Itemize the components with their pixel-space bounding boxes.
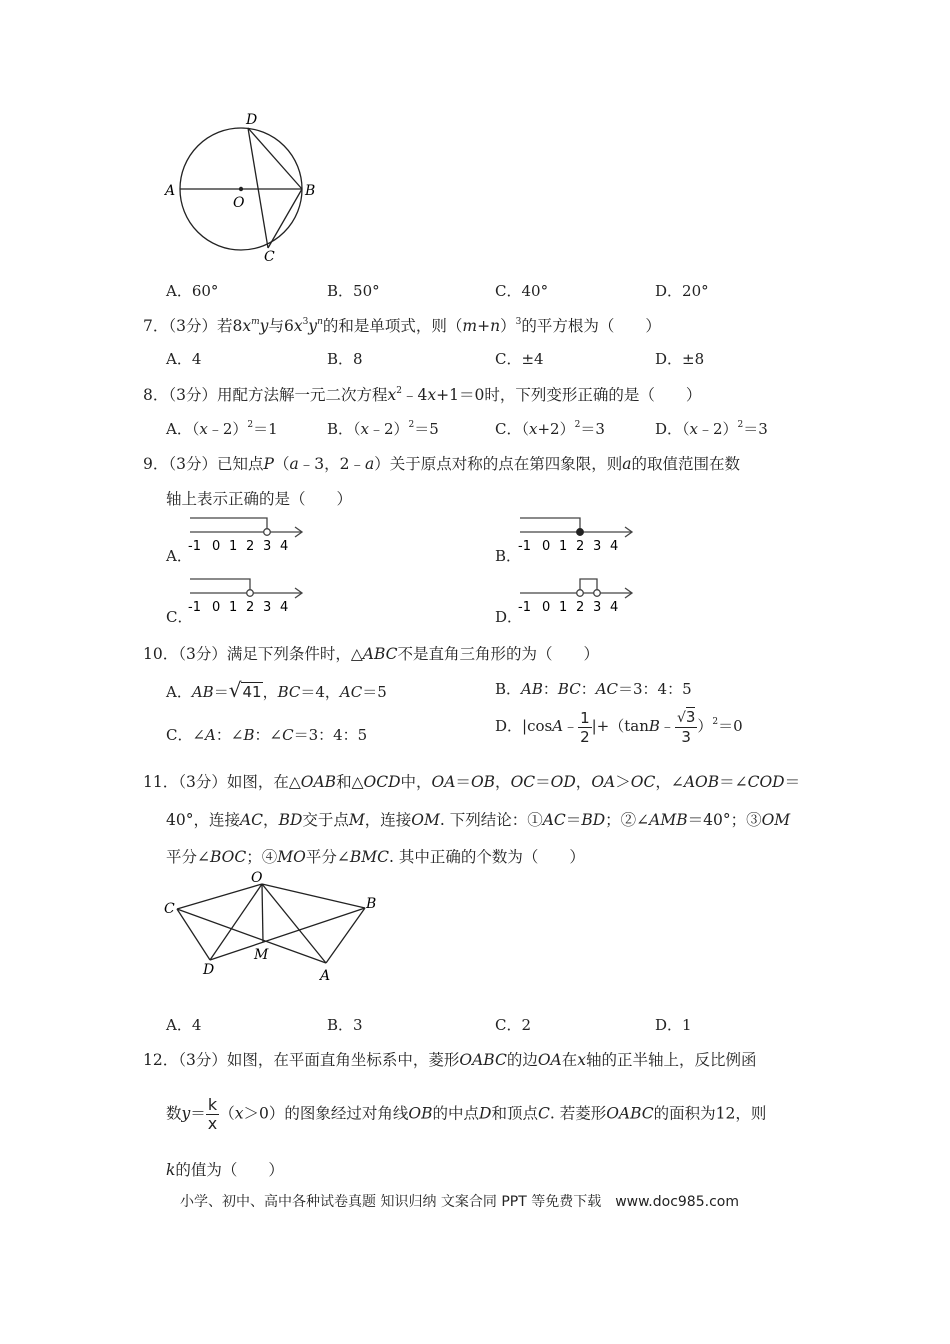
tick-label: 0: [542, 600, 551, 615]
tick-label: 4: [610, 600, 619, 615]
q6-option-a: A．60°: [166, 282, 219, 300]
label-D: D: [246, 112, 258, 128]
q11-stem-line2: 40°，连接AC，BD交于点M，连接OM. 下列结论：①AC＝BD；②∠AMB＝40°；③OM: [166, 811, 791, 829]
tick-label: 1: [559, 539, 568, 554]
tick-label: 3: [593, 539, 602, 554]
tick-label: 1: [559, 600, 568, 615]
q6-option-d: D．20°: [655, 282, 709, 300]
q7-option-d: D．±8: [655, 350, 705, 368]
q10-option-a: A．AB＝√41，BC＝4，AC＝5: [166, 678, 387, 702]
label-B: B: [366, 896, 377, 912]
tick-label: 0: [212, 539, 221, 554]
q10-option-c: C．∠A：∠B：∠C＝3：4：5: [166, 726, 368, 744]
q11-stem-line3: 平分∠BOC；④MO平分∠BMC. 其中正确的个数为（ ）: [166, 848, 585, 866]
q7-option-b: B．8: [327, 350, 363, 368]
label-D: D: [203, 962, 215, 978]
q9-option-b-number-line: [516, 514, 641, 556]
label-M: M: [254, 947, 269, 963]
label-O: O: [233, 195, 245, 211]
q9-option-b-letter: B．: [495, 547, 522, 565]
tick-label: 0: [212, 600, 221, 615]
tick-label: 3: [263, 539, 272, 554]
q7-option-c: C．±4: [495, 350, 544, 368]
page-footer: 小学、初中、高中各种试卷真题 知识归纳 文案合同 PPT 等免费下载 www.doc985.com: [180, 1194, 739, 1210]
q9-option-d-letter: D．: [495, 608, 523, 626]
tick-label: 4: [280, 600, 289, 615]
q6-circle-figure: [160, 105, 330, 265]
tick-label: -1: [188, 539, 201, 554]
q12-stem-line3: k的值为（ ）: [166, 1161, 284, 1179]
q9-option-a-letter: A．: [166, 547, 192, 565]
q6-option-b: B．50°: [327, 282, 380, 300]
tick-label: 2: [576, 539, 585, 554]
q6-option-c: C．40°: [495, 282, 549, 300]
tick-label: 2: [576, 600, 585, 615]
q7-stem: 7．（3分）若$8x^my$与$6x^3y^n$的和是单项式，则$(m+n)^3$的平方根为（ ）: [143, 317, 661, 335]
tick-label: -1: [518, 600, 531, 615]
q8-option-a: A．（x﹣2）$^2$＝1: [166, 420, 278, 438]
tick-label: 1: [229, 539, 238, 554]
q9-option-c-number-line: [186, 575, 311, 617]
tick-label: 1: [229, 600, 238, 615]
q11-option-c: C．2: [495, 1016, 532, 1034]
label-A: A: [165, 183, 176, 199]
q9-option-d-number-line: [516, 575, 641, 617]
q8-option-d: D．（x﹣2）$^2$＝3: [655, 420, 768, 438]
tick-label: 2: [246, 539, 255, 554]
q10-option-d: D．|cosA﹣ $\frac{1}{2}$ |+（tanB﹣ $\frac{√3}{3}$ ）$^2$＝0: [495, 708, 743, 746]
q8-option-c: C．$(x+2)^2=3$: [495, 420, 605, 438]
q9-option-a-number-line: [186, 514, 311, 556]
q11-option-a: A．4: [166, 1016, 202, 1034]
tick-label: 3: [263, 600, 272, 615]
q8-option-b: B．（x﹣2）$^2$＝5: [327, 420, 439, 438]
tick-label: -1: [188, 600, 201, 615]
q9-option-c-letter: C．: [166, 608, 193, 626]
tick-label: 0: [542, 539, 551, 554]
q10-stem: 10．（3分）满足下列条件时，△ABC不是直角三角形的为（ ）: [143, 645, 600, 663]
label-C: C: [164, 901, 175, 917]
label-C: C: [264, 249, 275, 265]
q11-triangles-figure: [158, 866, 388, 988]
tick-label: 3: [593, 600, 602, 615]
tick-label: 4: [610, 539, 619, 554]
label-O: O: [251, 870, 263, 886]
q11-option-d: D．1: [655, 1016, 692, 1034]
q11-option-b: B．3: [327, 1016, 363, 1034]
q8-stem: 8．（3分）用配方法解一元二次方程$x^2﹣4x+1=0$时，下列变形正确的是（ ）: [143, 386, 702, 404]
q10-option-b: B．AB：BC：AC＝3：4：5: [495, 680, 692, 698]
q7-option-a: A．4: [166, 350, 202, 368]
label-B: B: [305, 183, 316, 199]
q12-stem-line1: 12．（3分）如图，在平面直角坐标系中，菱形OABC的边OA在x轴的正半轴上，反比例函: [143, 1051, 757, 1069]
q11-stem-line1: 11．（3分）如图，在△OAB和△OCD中，OA＝OB，OC＝OD，OA＞OC，∠AOB＝∠COD＝: [143, 773, 801, 791]
q12-stem-line2: 数y＝ $\frac{k}{x}$ （x＞0）的图象经过对角线OB的中点D和顶点C. 若菱形OABC的面积为12，则: [166, 1095, 767, 1133]
label-A: A: [320, 968, 331, 984]
tick-label: 4: [280, 539, 289, 554]
tick-label: 2: [246, 600, 255, 615]
q9-stem-line1: 9．（3分）已知点P（a﹣3，2﹣a）关于原点对称的点在第四象限，则a的取值范围在数: [143, 455, 740, 473]
tick-label: -1: [518, 539, 531, 554]
q9-stem-line2: 轴上表示正确的是（ ）: [166, 490, 353, 508]
